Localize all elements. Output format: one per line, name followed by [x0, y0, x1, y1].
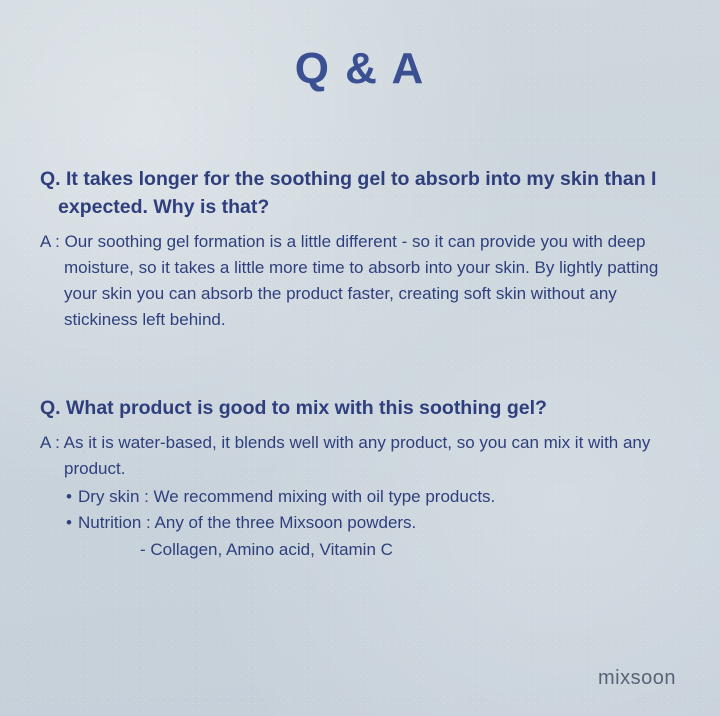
qa-item-2 — [40, 395, 688, 563]
list-item: • Nutrition : Any of the three Mixsoon powders. — [66, 510, 688, 536]
list-item: • Dry skin : We recommend mixing with oil type products. — [66, 484, 688, 510]
qa-list — [40, 166, 688, 597]
question-text: Q. What product is good to mix with this soothing gel? — [40, 396, 547, 419]
answer-text: A : As it is water-based, it blends well with any product, so you can mix it with any product. — [40, 433, 651, 479]
section-spacer — [40, 367, 688, 395]
answer-sub-note: - Collagen, Amino acid, Vitamin C — [140, 539, 393, 559]
brand-logo: mixsoon — [598, 667, 676, 689]
answer-text: A : Our soothing gel formation is a little different - so it can provide you with deep moisture, so it takes a little more time to absorb into your skin. By lightly patting your skin you can absorb the product faster, creating soft skin without any stickiness left behind. — [40, 232, 659, 329]
answer-bullet-list — [40, 484, 688, 537]
qa-item-1 — [40, 166, 688, 333]
page-title: Q & A — [294, 44, 426, 93]
question-text: Q. It takes longer for the soothing gel to absorb into my skin than I expected. Why is that? — [40, 168, 657, 218]
